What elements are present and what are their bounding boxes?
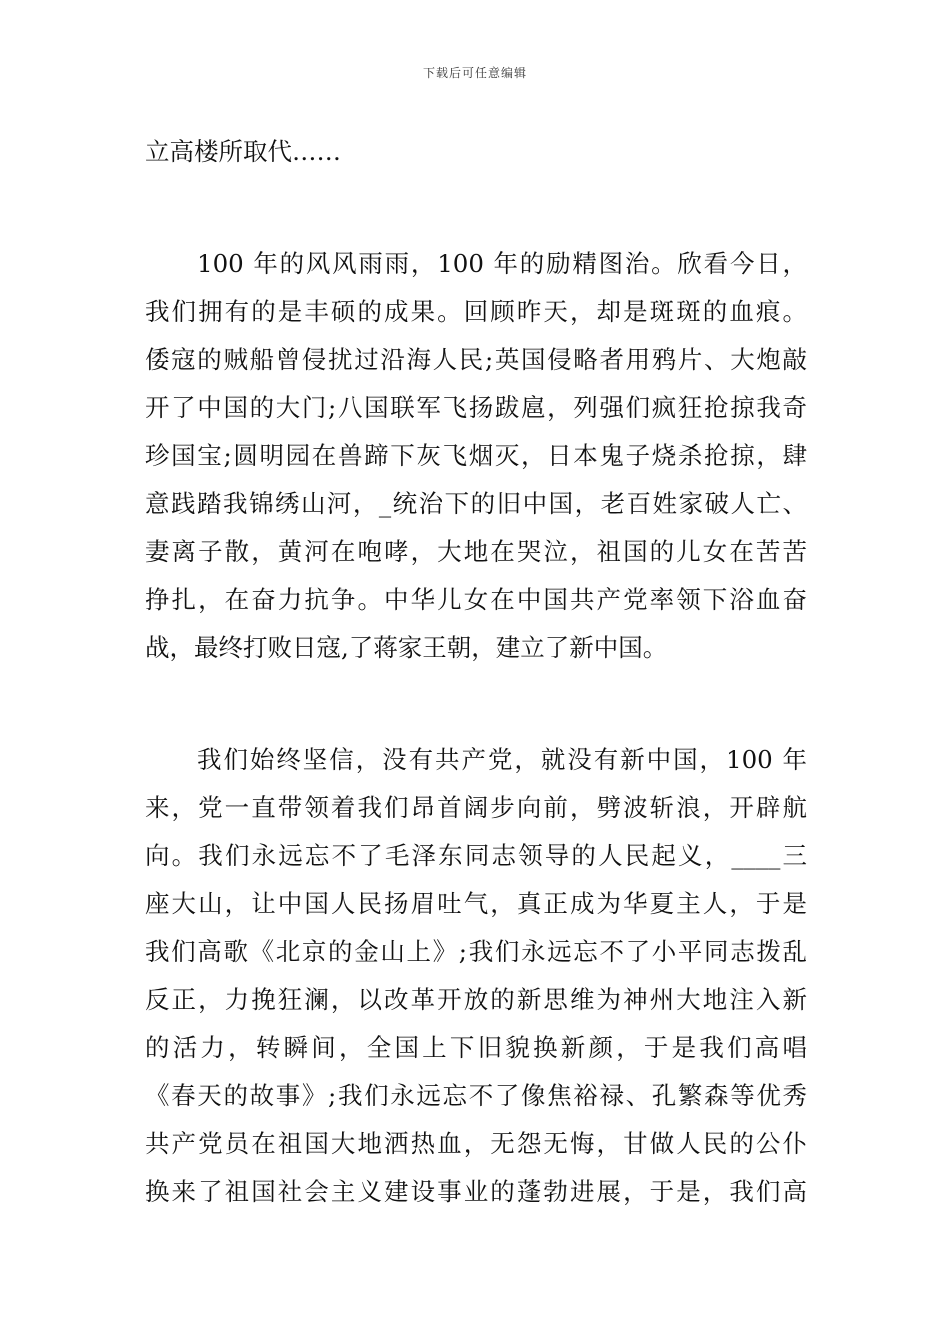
paragraph-1 [145,128,807,176]
text-line: 挣扎，在奋力抗争。中华儿女在中国共产党率领下浴血奋 [145,585,807,614]
text-line: 来，党一直带领着我们昂首阔步向前，劈波斩浪，开辟航 [145,793,807,822]
text-line: 向。我们永远忘不了毛泽东同志领导的人民起义，____三 [145,841,807,870]
text-line: 倭寇的贼船曾侵扰过沿海人民;英国侵略者用鸦片、大炮敲 [145,345,807,374]
text-line: 换来了祖国社会主义建设事业的蓬勃进展，于是，我们高 [145,1177,807,1206]
text-line: 100 年的风风雨雨，100 年的励精图治。欣看今日， [197,249,807,278]
paragraph-gap [145,672,807,736]
text-line: 反正，力挽狂澜，以改革开放的新思维为神州大地注入新 [145,985,807,1014]
page-header: 下载后可任意编辑 [422,66,527,80]
text-line: 的活力，转瞬间，全国上下旧貌换新颜，于是我们高唱 [145,1033,807,1062]
text-line: 我们始终坚信，没有共产党，就没有新中国，100 年 [197,745,807,774]
text-line: 座大山，让中国人民扬眉吐气，真正成为华夏主人，于是 [145,889,807,918]
text-line: 我们拥有的是丰硕的成果。回顾昨天，却是斑斑的血痕。 [145,297,807,326]
text-line: 战，最终打败日寇,了蒋家王朝，建立了新中国。 [145,633,668,662]
text-line: 共产党员在祖国大地洒热血，无怨无悔，甘做人民的公仆 [145,1129,807,1158]
text-line: 我们高歌《北京的金山上》;我们永远忘不了小平同志拨乱 [145,937,807,966]
paragraph-3 [145,736,807,1216]
paragraph-gap [145,176,807,240]
text-line: 立高楼所取代…… [145,137,341,166]
text-line: 妻离子散，黄河在咆哮，大地在哭泣，祖国的儿女在苦苦 [145,537,807,566]
paragraph-2 [145,240,807,672]
text-line: 意践踏我锦绣山河，_统治下的旧中国，老百姓家破人亡、 [145,489,807,518]
text-line: 开了中国的大门;八国联军飞扬跋扈，列强们疯狂抢掠我奇 [145,393,807,422]
text-line: 珍国宝;圆明园在兽蹄下灰飞烟灭，日本鬼子烧杀抢掠，肆 [145,441,807,470]
document-body [145,128,807,1216]
text-line: 《春天的故事》;我们永远忘不了像焦裕禄、孔繁森等优秀 [145,1081,807,1110]
